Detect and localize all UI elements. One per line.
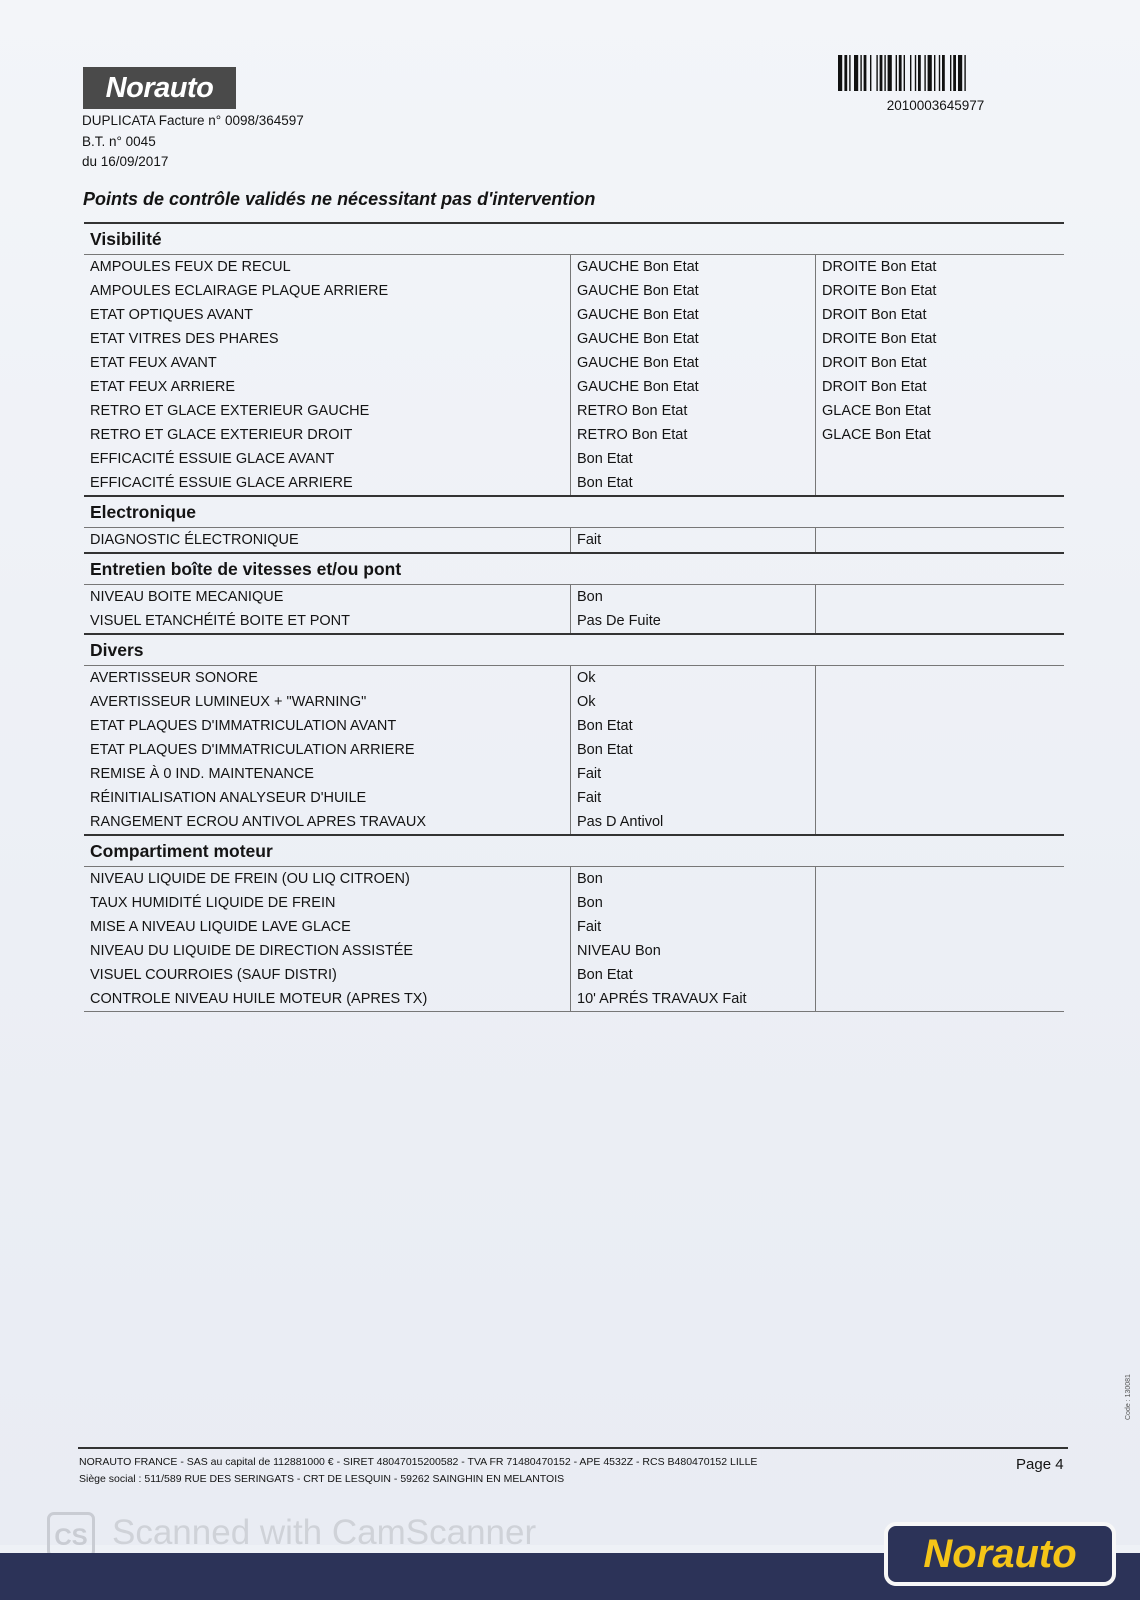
check-item-label: EFFICACITÉ ESSUIE GLACE AVANT xyxy=(90,451,335,467)
check-item-label: RÉINITIALISATION ANALYSEUR D'HUILE xyxy=(90,790,367,806)
section-rows xyxy=(84,867,1064,1012)
check-item-column xyxy=(84,528,571,552)
check-result-secondary xyxy=(816,939,1064,963)
check-result: 10' APRÉS TRAVAUX Fait xyxy=(577,991,747,1007)
check-result-secondary xyxy=(816,609,1064,633)
right-result-column xyxy=(816,255,1064,495)
check-result-secondary: DROITE Bon Etat xyxy=(822,283,937,299)
check-result: GAUCHE Bon Etat xyxy=(577,331,699,347)
section-rows xyxy=(84,585,1064,633)
barcode-bar xyxy=(880,55,883,91)
check-item-label: NIVEAU DU LIQUIDE DE DIRECTION ASSISTÉE xyxy=(90,943,414,959)
section-title: Entretien boîte de vitesses et/ou pont xyxy=(84,552,1064,585)
check-result-secondary: DROIT Bon Etat xyxy=(822,307,927,323)
left-result-column xyxy=(571,585,816,633)
intro-title: Points de contrôle validés ne nécessitant pas d'intervention xyxy=(83,189,596,209)
check-item-label: ETAT PLAQUES D'IMMATRICULATION ARRIERE xyxy=(90,742,415,758)
check-result: GAUCHE Bon Etat xyxy=(577,307,699,323)
check-result-secondary: GLACE Bon Etat xyxy=(822,403,931,419)
barcode-bar xyxy=(864,55,867,91)
check-item-label: AVERTISSEUR LUMINEUX + "WARNING" xyxy=(90,694,367,710)
barcode-bar xyxy=(939,55,940,91)
check-item-label: VISUEL ETANCHÉITÉ BOITE ET PONT xyxy=(90,613,350,629)
check-result: RETRO Bon Etat xyxy=(577,427,688,443)
check-result-secondary xyxy=(816,690,1064,714)
barcode-icon xyxy=(838,55,1033,91)
invoice-header xyxy=(82,111,304,173)
invoice-date: du 16/09/2017 xyxy=(82,154,169,169)
check-item-column xyxy=(84,585,571,633)
check-item-label: ETAT PLAQUES D'IMMATRICULATION AVANT xyxy=(90,718,397,734)
camscanner-watermark: Scanned with CamScanner xyxy=(112,1513,537,1552)
check-item-label: MISE A NIVEAU LIQUIDE LAVE GLACE xyxy=(90,919,351,935)
check-result-secondary: DROITE Bon Etat xyxy=(822,331,937,347)
section-rows xyxy=(84,528,1064,552)
check-result: Bon Etat xyxy=(577,475,633,491)
check-item-label: RETRO ET GLACE EXTERIEUR DROIT xyxy=(90,427,353,443)
barcode-bar xyxy=(964,55,965,91)
bt-number: B.T. n° 0045 xyxy=(82,133,156,149)
barcode-bar xyxy=(899,55,902,91)
section-title: Electronique xyxy=(84,495,1064,528)
barcode-bar xyxy=(876,55,877,91)
check-result-secondary xyxy=(816,762,1064,786)
barcode-bar xyxy=(838,55,842,91)
check-result-secondary xyxy=(816,585,1064,609)
section-title: Visibilité xyxy=(84,222,1064,255)
check-item-label: REMISE À 0 IND. MAINTENANCE xyxy=(90,766,314,782)
barcode-bar xyxy=(888,55,892,91)
check-result-secondary xyxy=(816,867,1064,891)
check-result: RETRO Bon Etat xyxy=(577,403,688,419)
barcode-bar xyxy=(854,55,858,91)
barcode-number: 2010003645977 xyxy=(886,98,985,113)
barcode-bar xyxy=(904,55,905,91)
check-item-label: ETAT FEUX ARRIERE xyxy=(90,379,236,395)
check-result: Bon Etat xyxy=(577,451,633,467)
check-result-secondary xyxy=(816,447,1064,471)
barcode-bar xyxy=(915,55,916,91)
check-result: Pas D Antivol xyxy=(577,814,664,830)
check-item-label: ETAT FEUX AVANT xyxy=(90,355,217,371)
check-item-column xyxy=(84,255,571,495)
check-result: GAUCHE Bon Etat xyxy=(577,259,699,275)
check-result: Bon Etat xyxy=(577,718,633,734)
section-title: Divers xyxy=(84,633,1064,666)
check-result: Ok xyxy=(577,694,596,710)
check-item-label: AVERTISSEUR SONORE xyxy=(90,670,258,686)
barcode-bar xyxy=(958,55,962,91)
check-result-secondary xyxy=(816,891,1064,915)
check-result: Ok xyxy=(577,670,596,686)
check-result: Bon xyxy=(577,589,603,605)
check-result: Fait xyxy=(577,532,602,548)
norauto-bottom-logo: Norauto xyxy=(884,1522,1116,1586)
barcode-bar xyxy=(934,55,935,91)
check-item-label: RETRO ET GLACE EXTERIEUR GAUCHE xyxy=(90,403,370,419)
check-item-label: CONTROLE NIVEAU HUILE MOTEUR (APRES TX) xyxy=(90,991,428,1007)
check-result-secondary xyxy=(816,528,1064,552)
check-result-secondary xyxy=(816,471,1064,495)
norauto-logo: Norauto xyxy=(83,67,236,109)
check-result-secondary xyxy=(816,810,1064,834)
barcode-bar xyxy=(860,55,861,91)
check-result: Fait xyxy=(577,790,602,806)
check-item-column xyxy=(84,867,571,1011)
barcode-bar xyxy=(849,55,850,91)
right-result-column xyxy=(816,867,1064,1011)
barcode-bar xyxy=(950,55,951,91)
barcode-bar xyxy=(918,55,921,91)
check-result-secondary xyxy=(816,786,1064,810)
barcode-bar xyxy=(884,55,885,91)
check-result-secondary xyxy=(816,738,1064,762)
barcode-bar xyxy=(928,55,932,91)
check-item-label: TAUX HUMIDITÉ LIQUIDE DE FREIN xyxy=(90,895,336,911)
check-result: Bon xyxy=(577,895,603,911)
right-result-column xyxy=(816,666,1064,834)
check-item-column xyxy=(84,666,571,834)
check-result: Bon Etat xyxy=(577,967,633,983)
check-result: Pas De Fuite xyxy=(577,613,661,629)
check-result: Bon xyxy=(577,871,603,887)
barcode-bar xyxy=(870,55,871,91)
page-number: Page 4 xyxy=(1016,1456,1064,1473)
check-result-secondary: DROIT Bon Etat xyxy=(822,355,927,371)
barcode-bar xyxy=(896,55,897,91)
right-result-column xyxy=(816,585,1064,633)
right-result-column xyxy=(816,528,1064,552)
check-item-label: AMPOULES ECLAIRAGE PLAQUE ARRIERE xyxy=(90,283,389,299)
control-points-table xyxy=(84,222,1064,1012)
check-result: GAUCHE Bon Etat xyxy=(577,355,699,371)
footer-legal-line: NORAUTO FRANCE - SAS au capital de 112881000 € - SIRET 48047015200582 - TVA FR 71480470152 - APE 4532Z - RCS B480470152 LILLE xyxy=(79,1456,758,1468)
barcode-bar xyxy=(924,55,925,91)
check-item-label: DIAGNOSTIC ÉLECTRONIQUE xyxy=(90,532,299,548)
invoice-number: DUPLICATA Facture n° 0098/364597 xyxy=(82,113,304,128)
camscanner-logo-icon: CS xyxy=(47,1512,95,1558)
check-item-label: VISUEL COURROIES (SAUF DISTRI) xyxy=(90,967,337,983)
check-item-label: ETAT OPTIQUES AVANT xyxy=(90,307,254,323)
left-result-column xyxy=(571,867,816,1011)
check-result: Bon Etat xyxy=(577,742,633,758)
check-result: NIVEAU Bon xyxy=(577,943,661,959)
check-result-secondary xyxy=(816,987,1064,1011)
section-rows xyxy=(84,255,1064,495)
footer-address-line: Siège social : 511/589 RUE DES SERINGATS - CRT DE LESQUIN - 59262 SAINGHIN EN MELANTOIS xyxy=(79,1473,565,1485)
check-item-label: NIVEAU BOITE MECANIQUE xyxy=(90,589,284,605)
check-item-label: RANGEMENT ECROU ANTIVOL APRES TRAVAUX xyxy=(90,814,426,830)
left-result-column xyxy=(571,666,816,834)
check-result: GAUCHE Bon Etat xyxy=(577,379,699,395)
check-item-label: NIVEAU LIQUIDE DE FREIN (OU LIQ CITROEN) xyxy=(90,871,410,887)
left-result-column xyxy=(571,255,816,495)
barcode-bar xyxy=(953,55,956,91)
footer-divider xyxy=(78,1447,1068,1449)
check-result-secondary: GLACE Bon Etat xyxy=(822,427,931,443)
check-result-secondary xyxy=(816,666,1064,690)
barcode-bar xyxy=(844,55,847,91)
check-result-secondary: DROIT Bon Etat xyxy=(822,379,927,395)
barcode-bar xyxy=(942,55,945,91)
check-item-label: ETAT VITRES DES PHARES xyxy=(90,331,279,347)
left-result-column xyxy=(571,528,816,552)
check-result-secondary: DROITE Bon Etat xyxy=(822,259,937,275)
barcode-bar xyxy=(910,55,911,91)
side-code: Code : 130081 xyxy=(1125,1374,1132,1420)
check-result-secondary xyxy=(816,714,1064,738)
check-result: Fait xyxy=(577,919,602,935)
check-item-label: EFFICACITÉ ESSUIE GLACE ARRIERE xyxy=(90,475,353,491)
check-result-secondary xyxy=(816,963,1064,987)
check-result: GAUCHE Bon Etat xyxy=(577,283,699,299)
company-footer xyxy=(79,1454,757,1488)
section-title: Compartiment moteur xyxy=(84,834,1064,867)
check-result-secondary xyxy=(816,915,1064,939)
check-item-label: AMPOULES FEUX DE RECUL xyxy=(90,259,291,275)
check-result: Fait xyxy=(577,766,602,782)
section-rows xyxy=(84,666,1064,834)
